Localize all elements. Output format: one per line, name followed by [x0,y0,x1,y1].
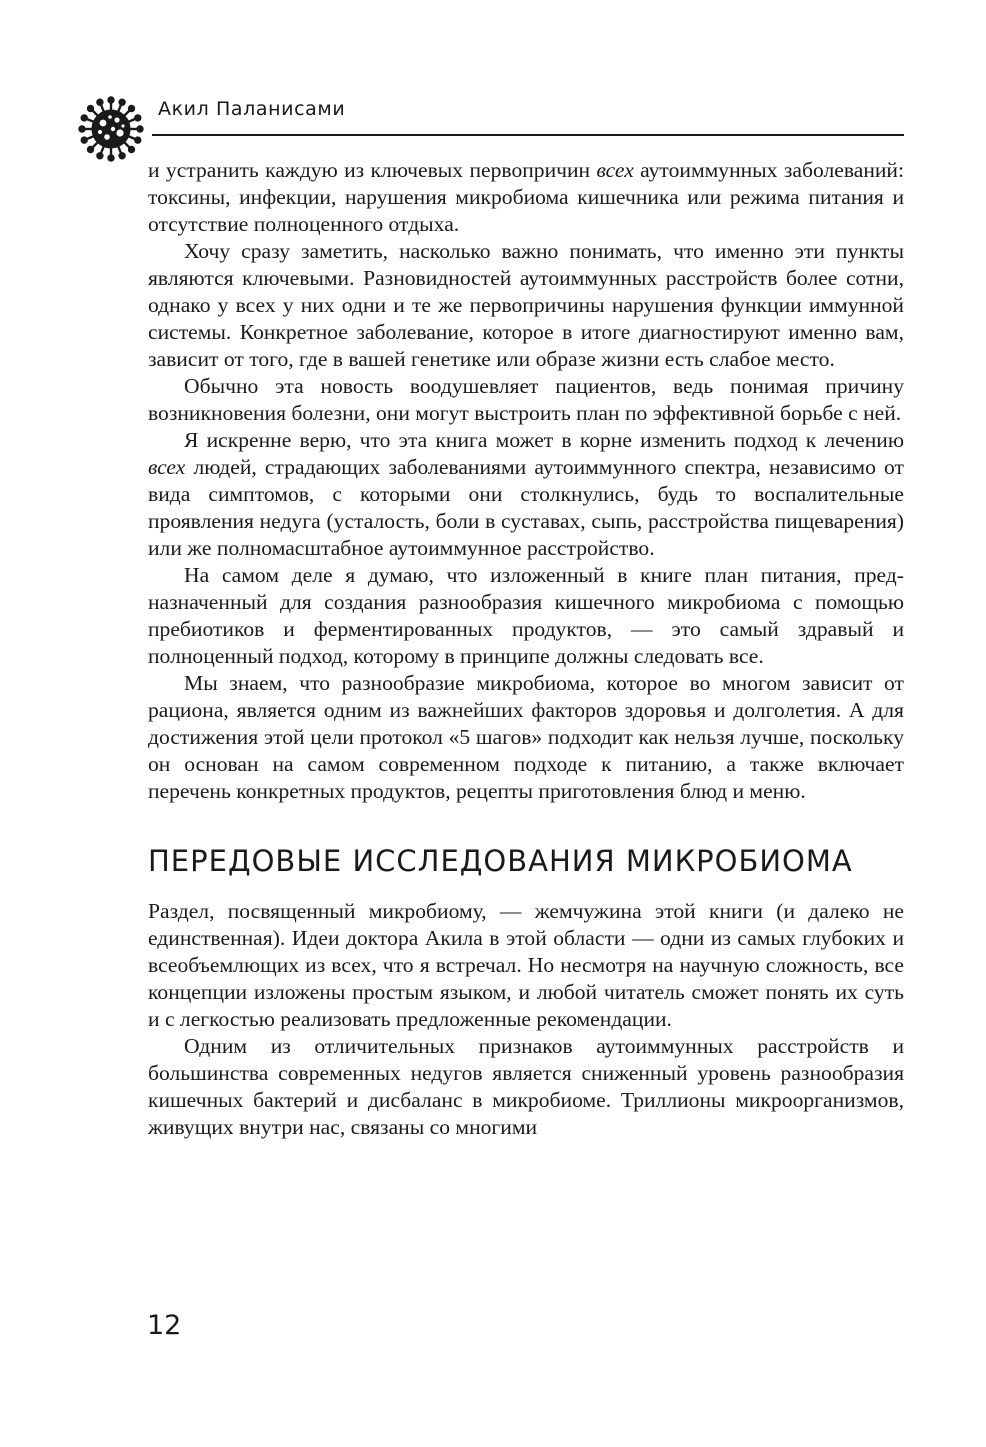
text-run: людей, страдающих заболеваниями аутоиммунного спектра, независимо от вида симптомов, с которыми они столкнулись, будь то воспалительные проявления недуга (усталость, боли в суставах, сыпь, расстройства пищеварения) или же полномасштабное аутоиммунное расстройство. [148,455,904,560]
paragraph [148,373,904,427]
paragraph [148,157,904,238]
paragraphs-after [148,898,904,1141]
header-author: Акил Паланисами [158,98,346,120]
text-run: Обычно эта новость воодушевляет пациентов, ведь понимая причину возникновения болезни, они могут выстроить план по эффективной борьбе с ней. [148,374,904,425]
emphasis-text: всех [148,455,186,479]
text-run: и устранить каждую из ключевых первопричин [148,158,597,182]
paragraphs-before [148,157,904,805]
virus-icon [78,96,144,162]
text-run: аутоиммунных заболеваний: токсины, инфекции, нарушения микробиома кишечника или режима питания и отсутствие полноценного отдыха. [148,158,904,236]
header-rule [152,134,904,136]
text-run: Одним из отличительных признаков аутоиммунных расстройств и большинства современных недугов является сниженный уровень разнообразия кишечных бактерий и дисбаланс в микробиоме. Триллионы микроорганизмов, живущих внутри нас, связаны со многими [148,1034,904,1139]
paragraph [148,670,904,805]
running-header [78,92,904,166]
emphasis-text: всех [596,158,634,182]
text-run: Я искренне верю, что эта книга может в корне изменить подход к лечению [184,428,904,452]
text-run: Раздел, посвященный микробиому, — жемчужина этой книги (и далеко не единственная). Идеи доктора Акила в этой области — одни из самых глубоких и всеобъемлющих из всех, что я встречал. Но несмотря на научную сложность, все концепции изложены простым языком, и любой читатель сможет понять их суть и с легкостью реализовать предложенные рекомендации. [148,899,904,1031]
paragraph [148,238,904,373]
paragraph [148,1033,904,1141]
page-number: 12 [147,1310,182,1341]
paragraph [148,898,904,1033]
paragraph [148,562,904,670]
page-body [148,157,904,1141]
text-run: Хочу сразу заметить, насколько важно понимать, что именно эти пункты являются ключевыми. Разновидностей аутоиммунных расстройств более сотни, однако у всех у них одни и те же первопричины нарушения функции иммунной системы. Конкретное заболевание, которое в итоге диагностируют именно вам, зависит от того, где в вашей генетике или образе жизни есть слабое место. [148,239,904,371]
text-run: На самом деле я думаю, что изложенный в книге план питания, предназначенный для создания разнообразия кишечного микробиома с помощью пребиотиков и ферментированных продуктов, — это самый здравый и полноценный подход, которому в принципе должны следовать все. [148,563,904,668]
paragraph [148,427,904,562]
section-heading: ПЕРЕДОВЫЕ ИССЛЕДОВАНИЯ МИКРОБИОМА [148,844,853,878]
text-run: Мы знаем, что разнообразие микробиома, которое во многом зависит от рациона, является одним из важнейших факторов здоровья и долголетия. А для достижения этой цели протокол «5 шагов» подходит как нельзя лучше, поскольку он основан на самом современном подходе к питанию, а также включает перечень конкретных продуктов, рецепты приготовления блюд и меню. [148,671,904,803]
